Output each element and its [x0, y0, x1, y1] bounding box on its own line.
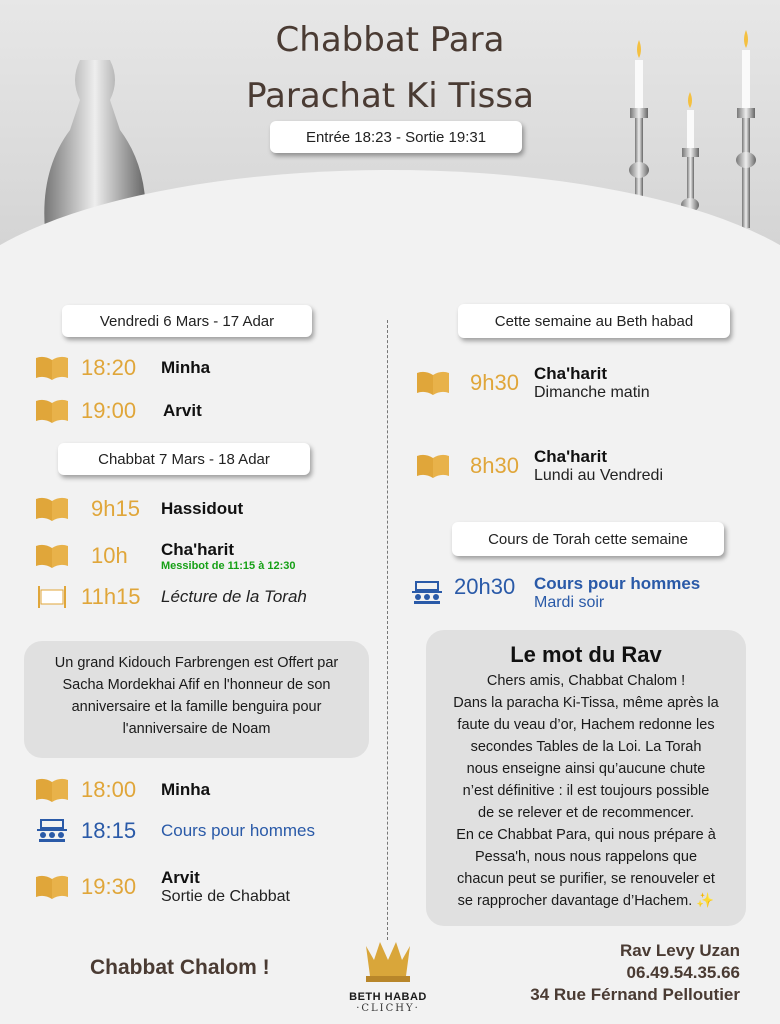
rav-line: se rapprocher davantage d’Hachem. ✨ [457, 893, 715, 909]
contact-info [530, 940, 740, 1006]
label: Minha [161, 358, 211, 377]
sublabel: Mardi soir [534, 594, 605, 611]
friday-heading: Vendredi 6 Mars - 17 Adar [62, 305, 312, 337]
label: Arvit [163, 401, 202, 420]
label: Hassidout [161, 499, 244, 518]
book-icon [416, 370, 450, 396]
time: 9h15 [91, 496, 140, 521]
time: 20h30 [454, 574, 516, 599]
rav-message [426, 630, 746, 926]
label: Cha'harit [161, 540, 234, 559]
shabbat-item [35, 540, 296, 572]
book-icon [35, 543, 69, 569]
friday-item [35, 355, 210, 381]
kiddouch-announcement [24, 641, 369, 758]
week-item [416, 364, 650, 402]
rav-line: nous enseigne ainsi qu’aucune chute [466, 761, 706, 777]
afternoon-item [35, 868, 290, 906]
label: Cha'harit [534, 447, 607, 466]
torah-heading: Cours de Torah cette semaine [452, 522, 724, 556]
rav-line: n’est définitive : il est toujours possible [462, 783, 710, 799]
entry-exit-times: Entrée 18:23 - Sortie 19:31 [270, 121, 522, 153]
time: 18:00 [81, 777, 137, 802]
afternoon-item [35, 777, 210, 803]
label: Cours pour hommes [534, 574, 701, 593]
rav-line: faute du veau d’or, Hachem redonne les [457, 717, 715, 733]
address: 34 Rue Férnand Pelloutier [530, 985, 740, 1004]
crown-logo-icon [358, 938, 418, 984]
week-item [416, 447, 663, 485]
time: 8h30 [470, 453, 519, 478]
label-group [534, 574, 700, 612]
rav-line: de se relever et de recommencer. [478, 805, 694, 821]
greeting: Chabbat Chalom ! [90, 956, 270, 979]
logo-name: BETH HABAD [349, 991, 427, 1003]
time: 10h [91, 543, 128, 568]
logo-city: ·CLICHY· [356, 1003, 420, 1014]
column-divider [387, 320, 388, 940]
label: Minha [161, 780, 211, 799]
book-icon [35, 496, 69, 522]
book-icon [35, 355, 69, 381]
book-icon [35, 777, 69, 803]
phone: 06.49.54.35.66 [626, 963, 740, 982]
label: Cha'harit [534, 364, 607, 383]
rav-title: Le mot du Rav [510, 642, 662, 667]
rav-line: Dans la paracha Ki-Tissa, même après la [453, 695, 719, 711]
rav-line: En ce Chabbat Para, qui nous prépare à [456, 827, 716, 843]
time: 19:00 [81, 398, 137, 423]
class-icon [410, 580, 444, 606]
label-group [161, 868, 290, 906]
torah-scroll-icon [35, 584, 69, 610]
time: 18:20 [81, 355, 137, 380]
page-title: Chabbat Para [275, 20, 505, 60]
class-icon [35, 818, 69, 844]
time: 19:30 [81, 874, 137, 899]
book-icon [416, 453, 450, 479]
friday-item [35, 398, 202, 424]
beth-habad-logo [338, 938, 438, 1014]
book-icon [35, 874, 69, 900]
sublabel: Lundi au Vendredi [534, 467, 663, 484]
week-heading: Cette semaine au Beth habad [458, 304, 730, 338]
book-icon [35, 398, 69, 424]
sublabel: Dimanche matin [534, 384, 650, 401]
label: Cours pour hommes [161, 821, 316, 840]
label: Lécture de la Torah [161, 587, 307, 606]
label-group [534, 364, 650, 402]
label-group [161, 540, 296, 572]
rav-line: Chers amis, Chabbat Chalom ! [486, 673, 686, 689]
rav-line: chacun peut se purifier, se renouveler et [457, 871, 715, 887]
kiddouch-text: Un grand Kidouch Farbrengen est Offert par Sacha Mordekhai Afif en l'honneur de son anniversaire et la famille benguira pour l'anniversaire de Noam [54, 655, 339, 737]
time: 9h30 [470, 370, 519, 395]
time: 11h15 [81, 584, 141, 609]
shabbat-item [35, 584, 307, 610]
page-subtitle: Parachat Ki Tissa [246, 76, 534, 116]
shabbat-item [35, 496, 243, 522]
label: Arvit [161, 868, 200, 887]
afternoon-item [35, 818, 315, 844]
sublabel: Sortie de Chabbat [161, 888, 290, 905]
time: 18:15 [81, 818, 137, 843]
rav-name: Rav Levy Uzan [620, 941, 740, 960]
label-group [534, 447, 663, 485]
note: Messibot de 11:15 à 12:30 [161, 560, 296, 572]
shabbat-heading: Chabbat 7 Mars - 18 Adar [58, 443, 310, 475]
rav-line: secondes Tables de la Loi. La Torah [470, 739, 702, 755]
rav-line: Pessa'h, nous nous rappelons que [474, 849, 698, 865]
torah-item [410, 574, 700, 612]
